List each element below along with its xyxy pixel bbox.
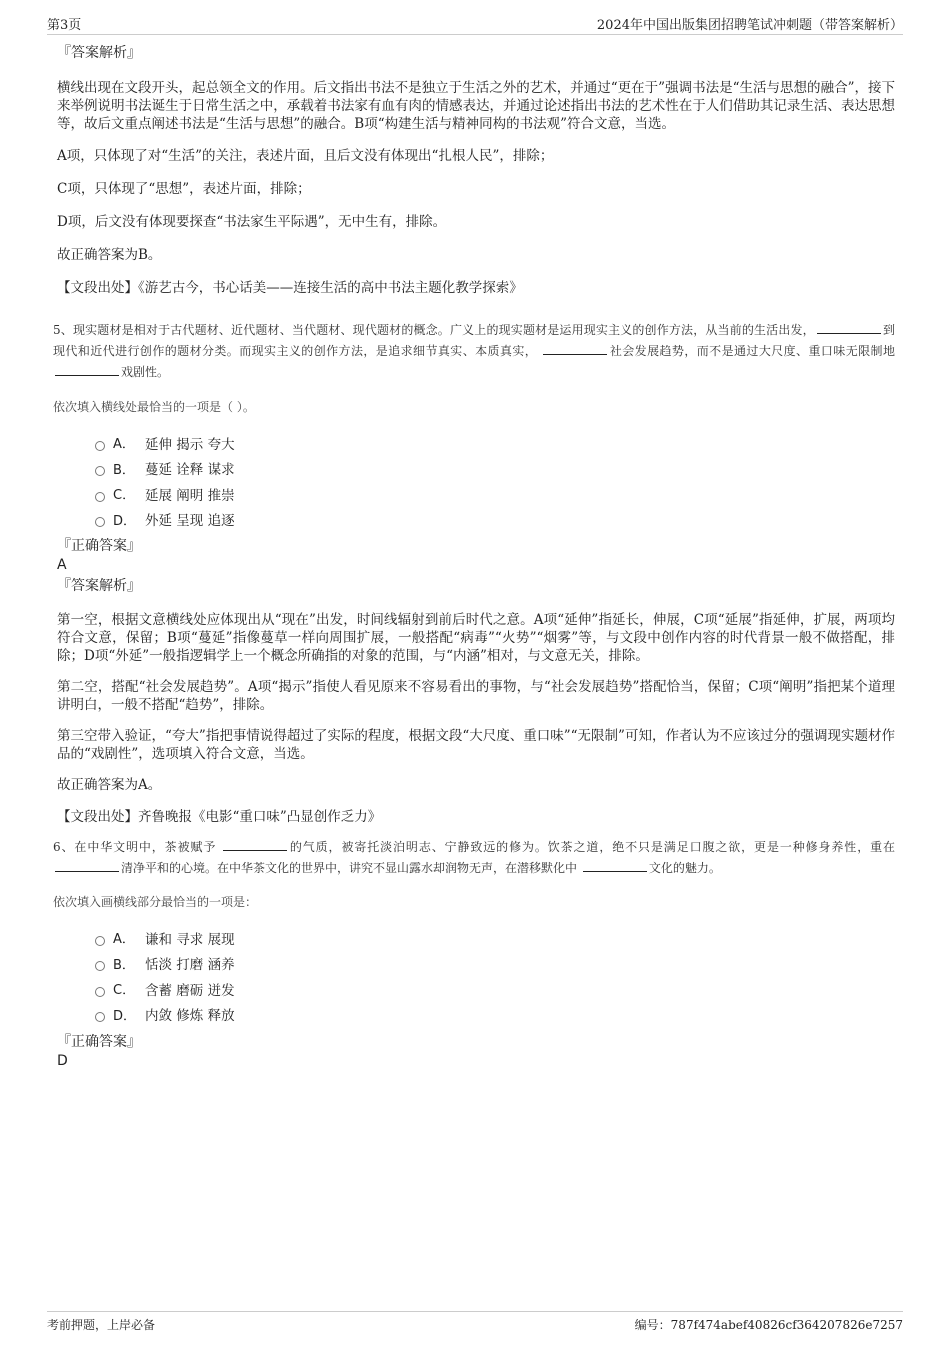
question-text: 戏剧性。 (121, 365, 170, 379)
option-text: 外延 呈现 追逐 (145, 513, 235, 530)
page-header (47, 14, 903, 35)
question-text: 清净平和的心境。在中华茶文化的世界中，讲究不显山露水却润物无声，在潜移默化中 (121, 861, 578, 875)
document-id: 编号：787f474abef40826cf364207826e7257 (634, 1318, 903, 1332)
analysis-label: 『答案解析』 (57, 45, 141, 61)
question-text: 6、在中华文明中，茶被赋予 (53, 840, 217, 854)
radio-icon[interactable] (95, 441, 105, 451)
question-5-stem (53, 320, 895, 383)
question-text: 社会发展趋势，而不是通过大尺度、重口味无限制地 (609, 344, 895, 358)
fill-blank (583, 859, 647, 872)
correct-answer: A (57, 557, 67, 573)
analysis-paragraph: C项，只体现了“思想”，表述片面，排除； (57, 181, 311, 197)
analysis-paragraph: D项，后文没有体现要探查“书法家生平际遇”，无中生有，排除。 (57, 214, 447, 230)
option-letter: A． (113, 437, 135, 453)
source-citation: 【文段出处】《游艺古今，书心话美——连接生活的高中书法主题化教学探索》 (57, 280, 523, 296)
option-text: 蔓延 诠释 谋求 (145, 462, 235, 479)
analysis-paragraph: 第二空，搭配“社会发展趋势”。A项“揭示”指使人看见原来不容易看出的事物，与“社会发展趋势”搭配恰当，保留；C项“阐明”指把某个道理讲明白，一般不搭配“趋势”，排除。 (57, 679, 895, 713)
option-letter: A． (113, 932, 135, 948)
option-letter: C． (113, 983, 136, 999)
option-letter: B． (113, 462, 135, 478)
analysis-paragraph: 第一空，根据文意横线处应体现出从“现在”出发，时间线辐射到前后时代之意。A项“延伸”指延长，伸展，C项“延展”指延伸，扩展，两项均符合文意，保留；B项“蔓延”指像蔓草一样向周围扩展，一般搭配“病毒”“火势”“烟雾”等，与文段中创作内容的时代背景一般不做搭配，排除；D项“外延”一般指逻辑学上一个概念所确指的对象的范围，与“内涵”相对，与文意无关，排除。 (57, 612, 895, 664)
options-list (95, 430, 895, 532)
radio-icon[interactable] (95, 987, 105, 997)
page-content (53, 44, 895, 1070)
question-text: 文化的魅力。 (648, 861, 721, 875)
correct-answer: D (57, 1053, 68, 1069)
option-text: 内敛 修炼 释放 (145, 1008, 235, 1025)
option-d[interactable] (95, 507, 895, 533)
page-number: 第3页 (47, 18, 82, 33)
option-b[interactable] (95, 456, 895, 482)
question-text: 到现代和近代进行创作的题材分类。而现实主义的创作方法，是追求细节真实、本质真实， (53, 323, 895, 358)
question-prompt: 依次填入画横线部分最恰当的一项是： (53, 895, 258, 909)
fill-blank (543, 342, 607, 355)
analysis-paragraph: A项，只体现了对“生活”的关注，表述片面，且后文没有体现出“扎根人民”，排除； (57, 148, 554, 164)
option-d[interactable] (95, 1002, 895, 1028)
radio-icon[interactable] (95, 466, 105, 476)
fill-blank (55, 859, 119, 872)
option-letter: B． (113, 957, 135, 973)
option-text: 恬淡 打磨 涵养 (145, 957, 235, 974)
option-c[interactable] (95, 481, 895, 507)
question-prompt: 依次填入横线处最恰当的一项是（ ）。 (53, 400, 255, 414)
radio-icon[interactable] (95, 936, 105, 946)
analysis-paragraph: 第三空带入验证，“夸大”指把事情说得超过了实际的程度，根据文段“大尺度、重口味”“无限制”可知，作者认为不应该过分的强调现实题材作品的“戏剧性”，选项填入符合文意，当选。 (57, 728, 895, 762)
fill-blank (55, 363, 119, 376)
option-letter: C． (113, 488, 136, 504)
options-list (95, 925, 895, 1027)
option-text: 谦和 寻求 展现 (145, 931, 235, 948)
footer-slogan: 考前押题，上岸必备 (47, 1318, 156, 1332)
option-b[interactable] (95, 951, 895, 977)
radio-icon[interactable] (95, 492, 105, 502)
option-c[interactable] (95, 976, 895, 1002)
correct-answer-label: 『正确答案』 (57, 1034, 141, 1050)
option-letter: D． (113, 513, 137, 529)
radio-icon[interactable] (95, 517, 105, 527)
question-6-stem (53, 837, 895, 879)
option-letter: D． (113, 1008, 137, 1024)
analysis-conclusion: 故正确答案为A。 (57, 777, 162, 793)
radio-icon[interactable] (95, 961, 105, 971)
option-text: 延展 阐明 推崇 (145, 487, 235, 504)
question-text: 的气质，被寄托淡泊明志、宁静致远的修为。饮茶之道，绝不只是满足口腹之欲，更是一种修身养性，重在 (288, 840, 895, 854)
analysis-paragraph: 横线出现在文段开头，起总领全文的作用。后文指出书法不是独立于生活之外的艺术，并通过“更在于”强调书法是“生活与思想的融合”，接下来举例说明书法诞生于日常生活之中，承载着书法家有血有肉的情感表达，并通过论述指出书法的艺术性在于人们借助其记录生活、表达思想等，故后文重点阐述书法是“生活与思想”的融合。B项“构建生活与精神同构的书法观”符合文意，当选。 (57, 80, 895, 132)
analysis-conclusion: 故正确答案为B。 (57, 247, 162, 263)
option-text: 延伸 揭示 夸大 (145, 436, 235, 453)
page-footer (47, 1311, 903, 1338)
option-a[interactable] (95, 925, 895, 951)
document-title: 2024年中国出版集团招聘笔试冲刺题（带答案解析） (596, 18, 903, 33)
radio-icon[interactable] (95, 1012, 105, 1022)
analysis-label: 『答案解析』 (57, 578, 141, 594)
fill-blank (817, 321, 881, 334)
source-citation: 【文段出处】齐鲁晚报《电影“重口味”凸显创作乏力》 (57, 809, 382, 825)
option-text: 含蓄 磨砺 迸发 (145, 982, 235, 999)
correct-answer-label: 『正确答案』 (57, 538, 141, 554)
question-text: 5、现实题材是相对于古代题材、近代题材、当代题材、现代题材的概念。广义上的现实题材是运用现实主义的创作方法，从当前的生活出发， (53, 323, 815, 337)
fill-blank (223, 838, 287, 851)
option-a[interactable] (95, 430, 895, 456)
